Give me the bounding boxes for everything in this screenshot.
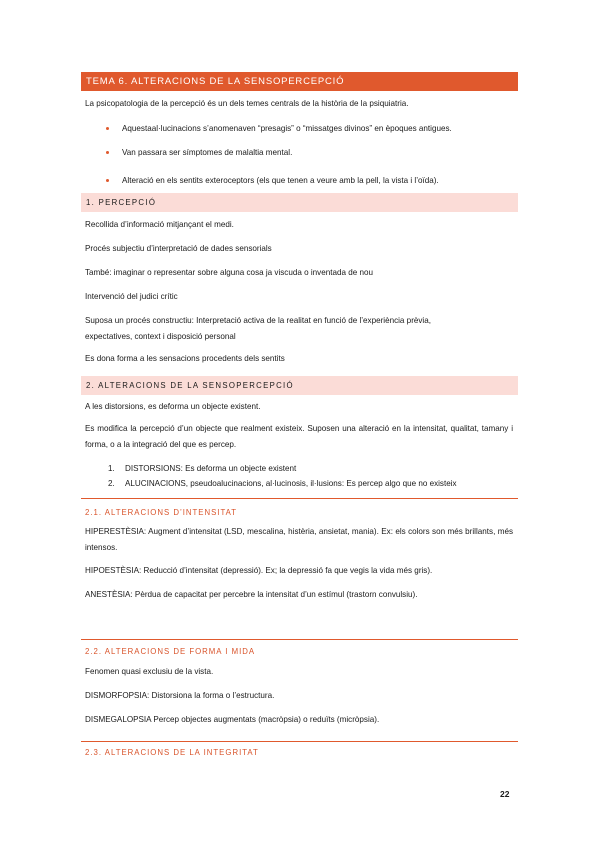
subsection-heading-intensitat: 2.1. ALTERACIONS D’INTENSITAT [85, 508, 238, 517]
body-line: També: imaginar o representar sobre alguna cosa ja viscuda o inventada de nou [85, 268, 373, 277]
term: HIPERESTÈSIA: [85, 527, 147, 536]
definition-dismorfopsia [85, 690, 274, 701]
bullet-dot-icon [106, 127, 109, 130]
chapter-title: TEMA 6. ALTERACIONS DE LA SENSOPERCEPCIÓ [81, 72, 518, 91]
term: ANESTÈSIA: [85, 590, 133, 599]
bullet-item: Alteració en els sentits exteroceptors (els que tenen a veure amb la pell, la vista i l’oïda). [122, 176, 439, 185]
subsection-heading-integritat: 2.3. ALTERACIONS DE LA INTEGRITAT [85, 748, 259, 757]
term: HIPOESTÈSIA: [85, 566, 142, 575]
body-line: Es dona forma a les sensacions procedents dels sentits [85, 354, 285, 363]
definition-dismegalopsia [85, 714, 379, 725]
list-item: DISTORSIONS: Es deforma un objecte existent [125, 464, 297, 473]
body-line: Recollida d’informació mitjançant el medi. [85, 220, 234, 229]
list-number: 1. [108, 464, 115, 473]
bullet-item: Aquestaal·lucinacions s’anomenaven “presagis” o “missatges divinos” en èpoques antigues. [122, 124, 452, 133]
list-item: ALUCINACIONS, pseudoalucinacions, al·lucinosis, il·lusions: Es percep algo que no existeix [125, 479, 457, 488]
term: DISMORFOPSIA: [85, 691, 150, 700]
bullet-dot-icon [106, 151, 109, 154]
body-line: Procés subjectiu d’interpretació de dades sensorials [85, 244, 272, 253]
list-number: 2. [108, 479, 115, 488]
term: DISMEGALOPSIA [85, 715, 152, 724]
divider [81, 498, 518, 499]
bullet-dot-icon [106, 179, 109, 182]
definition: Distorsiona la forma o l’estructura. [149, 691, 275, 700]
page-number: 22 [500, 789, 510, 799]
definition: Reducció d’intensitat (depressió). Ex; la depressió fa que vegis la vida més gris). [141, 566, 433, 575]
definition: Augment d’intensitat (LSD, mescalina, histèria, ansietat, mania). Ex: els colors son més brillants, més intensos. [85, 527, 513, 552]
body-line: Suposa un procés constructiu: Interpretació activa de la realitat en funció de l’experiència prèvia, [85, 316, 431, 325]
subsection-heading-forma-mida: 2.2. ALTERACIONS DE FORMA I MIDA [85, 647, 256, 656]
intro-text: La psicopatologia de la percepció és un dels temes centrals de la història de la psiquiatria. [85, 99, 409, 108]
bullet-item: Van passara ser símptomes de malaltia mental. [122, 148, 293, 157]
definition: Pèrdua de capacitat per percebre la intensitat d’un estímul (trastorn convulsiu). [132, 590, 418, 599]
divider [81, 741, 518, 742]
divider [81, 639, 518, 640]
section-heading-alteracions: 2. ALTERACIONS DE LA SENSOPERCEPCIÓ [81, 376, 518, 395]
body-paragraph: Es modifica la percepció d’un objecte que realment existeix. Suposen una alteració en la intensitat, qualitat, tamany i forma, o a la integració del que es percep. [85, 424, 513, 449]
body-line: Fenomen quasi exclusiu de la vista. [85, 667, 214, 676]
body-line: expectatives, context i disposició personal [85, 332, 236, 341]
definition-anestesia [85, 587, 513, 603]
body-line: Intervenció del judici crític [85, 292, 178, 301]
body-line: A les distorsions, es deforma un objecte existent. [85, 402, 261, 411]
definition: Percep objectes augmentats (macròpsia) o reduïts (micròpsia). [151, 715, 380, 724]
section-heading-percepcio: 1. PERCEPCIÓ [81, 193, 518, 212]
definition-hipoestesia [85, 563, 513, 579]
definition-hiperestesia [85, 524, 513, 556]
